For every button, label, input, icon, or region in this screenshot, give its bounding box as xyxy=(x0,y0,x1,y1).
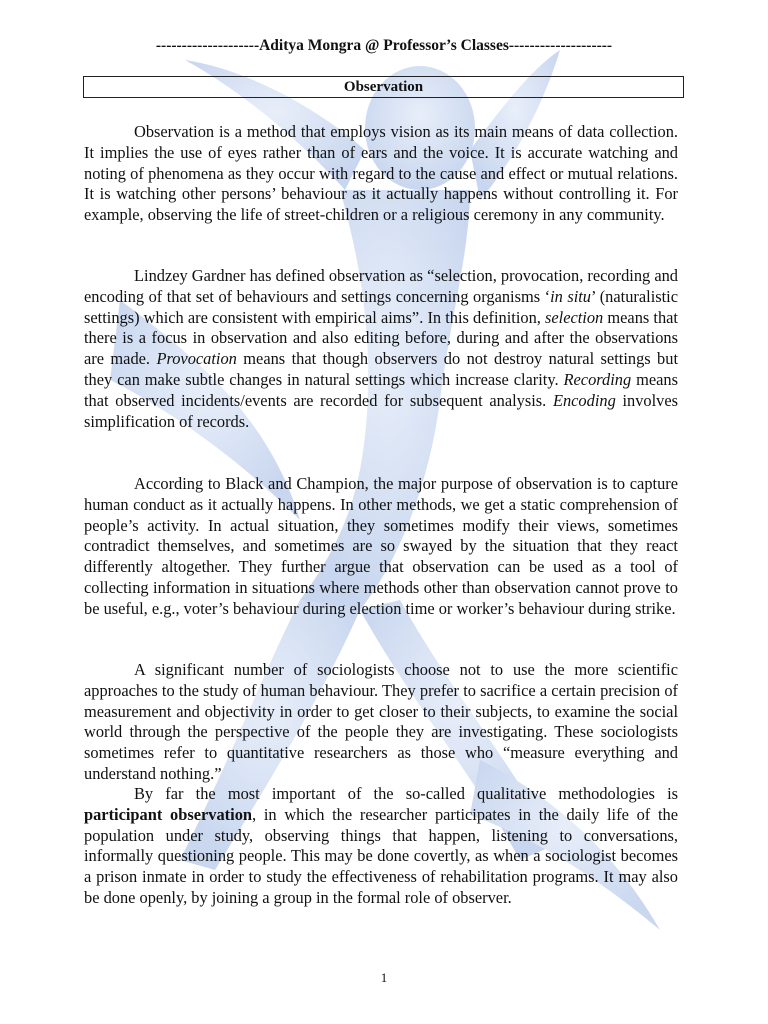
participant-observation-term: participant observation xyxy=(84,804,253,824)
paragraph-5-text-a: By far the most important of the so-called qualitative methodologies is xyxy=(134,784,678,803)
paragraph-5 xyxy=(84,784,678,909)
provocation-term: Provocation xyxy=(156,349,237,369)
header-line: --------------------Aditya Mongra @ Professor’s Classes-------------------- xyxy=(155,37,613,54)
in-situ-term: in situ xyxy=(550,286,591,306)
paragraph-2-text-c: means that there is a focus in observation and also editing before, during and after the observations are made. xyxy=(84,307,678,369)
selection-term: selection xyxy=(545,307,604,327)
paragraph-2-text-b: ’ (naturalistic settings) which are consistent with empirical aims”. In this definition, xyxy=(84,286,679,327)
paragraph-4: A significant number of sociologists choose not to use the more scientific approaches to the study of human behaviour. They prefer to sacrifice a certain precision of measurement and objectivity in order to get closer to their subjects, to examine the social world through the perspective of the people they are investigating. These sociologists sometimes refer to quantitative researchers as those who “measure everything and understand nothing.” xyxy=(84,660,678,783)
page-number: 1 xyxy=(380,970,388,985)
section-title-box xyxy=(83,76,684,98)
paragraph-2 xyxy=(84,266,678,432)
paragraph-2-text-d: means that though observers do not destroy natural settings but they can make subtle changes in natural settings which increase clarity. xyxy=(84,349,679,389)
paragraph-1: Observation is a method that employs vision as its main means of data collection. It implies the use of eyes rather than of ears and the voice. It is accurate watching and noting of phenomena as they occur with regard to the cause and effect or mutual relations. It is watching other persons’ behaviour as it actually happens without controlling it. For example, observing the life of street-children or a religious ceremony in any community. xyxy=(84,122,678,225)
section-title: Observation xyxy=(343,79,424,95)
paragraph-3: According to Black and Champion, the major purpose of observation is to capture human conduct as it actually happens. In other methods, we get a static comprehension of people’s activity. In actual situation, they sometimes modify their views, sometimes contradict themselves, and sometimes are so swayed by the situation that they react differently altogether. They further argue that observation can be used as a tool of collecting information in situations where methods other than observation cannot prove to be useful, e.g., voter’s behaviour during election time or worker’s behaviour during strike. xyxy=(84,474,678,618)
paragraph-2-text-e: means that observed incidents/events are recorded for subsequent analysis. xyxy=(84,369,678,410)
paragraph-2-text-f: involves simplification of records. xyxy=(84,390,678,431)
recording-term: Recording xyxy=(563,369,632,389)
encoding-term: Encoding xyxy=(552,390,616,410)
paragraph-2-text-a: Lindzey Gardner has defined observation as “selection, provocation, recording and encoding of that set of behaviours and settings concerning organisms ‘ xyxy=(84,266,678,306)
paragraph-5-text-b: , in which the researcher participates in the daily life of the population under study, observing things that happen, listening to conversations, informally questioning people. This may be done covertly, as when a sociologist becomes a prison inmate in order to study the effectiveness of rehabilitation programs. It may also be done openly, by joining a group in the formal role of observer. xyxy=(84,804,678,907)
